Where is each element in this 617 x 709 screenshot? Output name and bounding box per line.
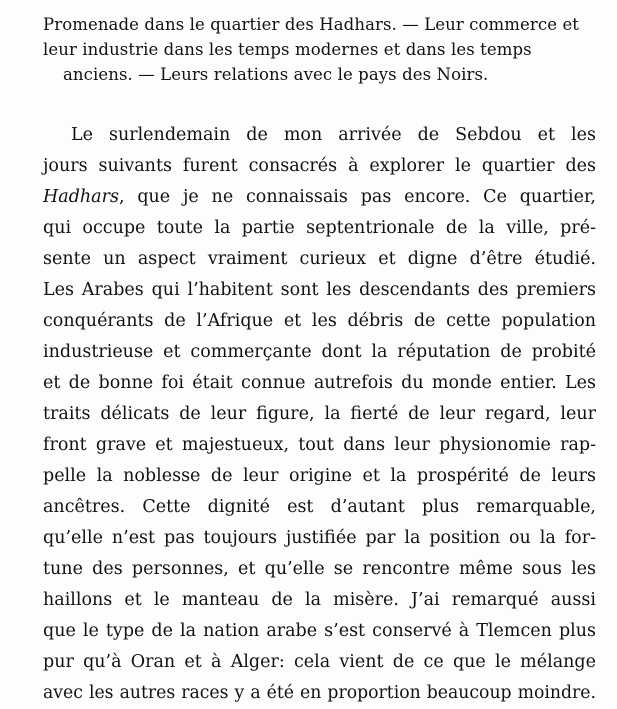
paragraph-line: avec les autres races y a été en proportion beaucoup moindre. bbox=[43, 683, 596, 703]
paragraph-line: pelle la noblesse de leur origine et la prospérité de leurs bbox=[43, 466, 596, 486]
paragraph-line: que le type de la nation arabe s’est conservé à Tlemcen plus bbox=[43, 621, 596, 641]
paragraph-line: sente un aspect vraiment curieux et digne d’être étudié. bbox=[43, 249, 596, 269]
paragraph-line: qui occupe toute la partie septentrionale de la ville, pré- bbox=[43, 218, 596, 238]
summary-line: anciens. — Leurs relations avec le pays des Noirs. bbox=[63, 65, 489, 84]
paragraph-line: conquérants de l’Afrique et les débris de cette population bbox=[43, 311, 596, 331]
paragraph-line: ancêtres. Cette dignité est d’autant plus remarquable, bbox=[43, 497, 596, 517]
paragraph-line: et de bonne foi était connue autrefois du monde entier. Les bbox=[43, 373, 596, 393]
paragraph-line: jours suivants furent consacrés à explorer le quartier des bbox=[43, 156, 596, 176]
paragraph-line: Les Arabes qui l’habitent sont les descendants des premiers bbox=[43, 280, 596, 300]
body-paragraph bbox=[43, 120, 596, 709]
summary-line: Promenade dans le quartier des Hadhars. — Leur commerce et bbox=[43, 15, 580, 34]
summary-line: leur industrie dans les temps modernes et dans les temps bbox=[43, 40, 532, 59]
paragraph-line: front grave et majestueux, tout dans leur physionomie rap- bbox=[43, 435, 596, 455]
paragraph-line: pur qu’à Oran et à Alger: cela vient de ce que le mélange bbox=[43, 652, 596, 672]
paragraph-line: industrieuse et commerçante dont la réputation de probité bbox=[43, 342, 596, 362]
paragraph-line: Hadhars, que je ne connaissais pas encore. Ce quartier, bbox=[43, 187, 596, 207]
paragraph-line: haillons et le manteau de la misère. J’ai remarqué aussi bbox=[43, 590, 596, 610]
chapter-summary bbox=[43, 12, 596, 87]
paragraph-line: tune des personnes, et qu’elle se rencontre même sous les bbox=[43, 559, 596, 579]
paragraph-line: traits délicats de leur figure, la fierté de leur regard, leur bbox=[43, 404, 596, 424]
paragraph-line: qu’elle n’est pas toujours justifiée par la position ou la for- bbox=[43, 528, 596, 548]
paragraph-line: Le surlendemain de mon arrivée de Sebdou et les bbox=[71, 125, 596, 145]
italic-term: Hadhars bbox=[43, 187, 119, 207]
